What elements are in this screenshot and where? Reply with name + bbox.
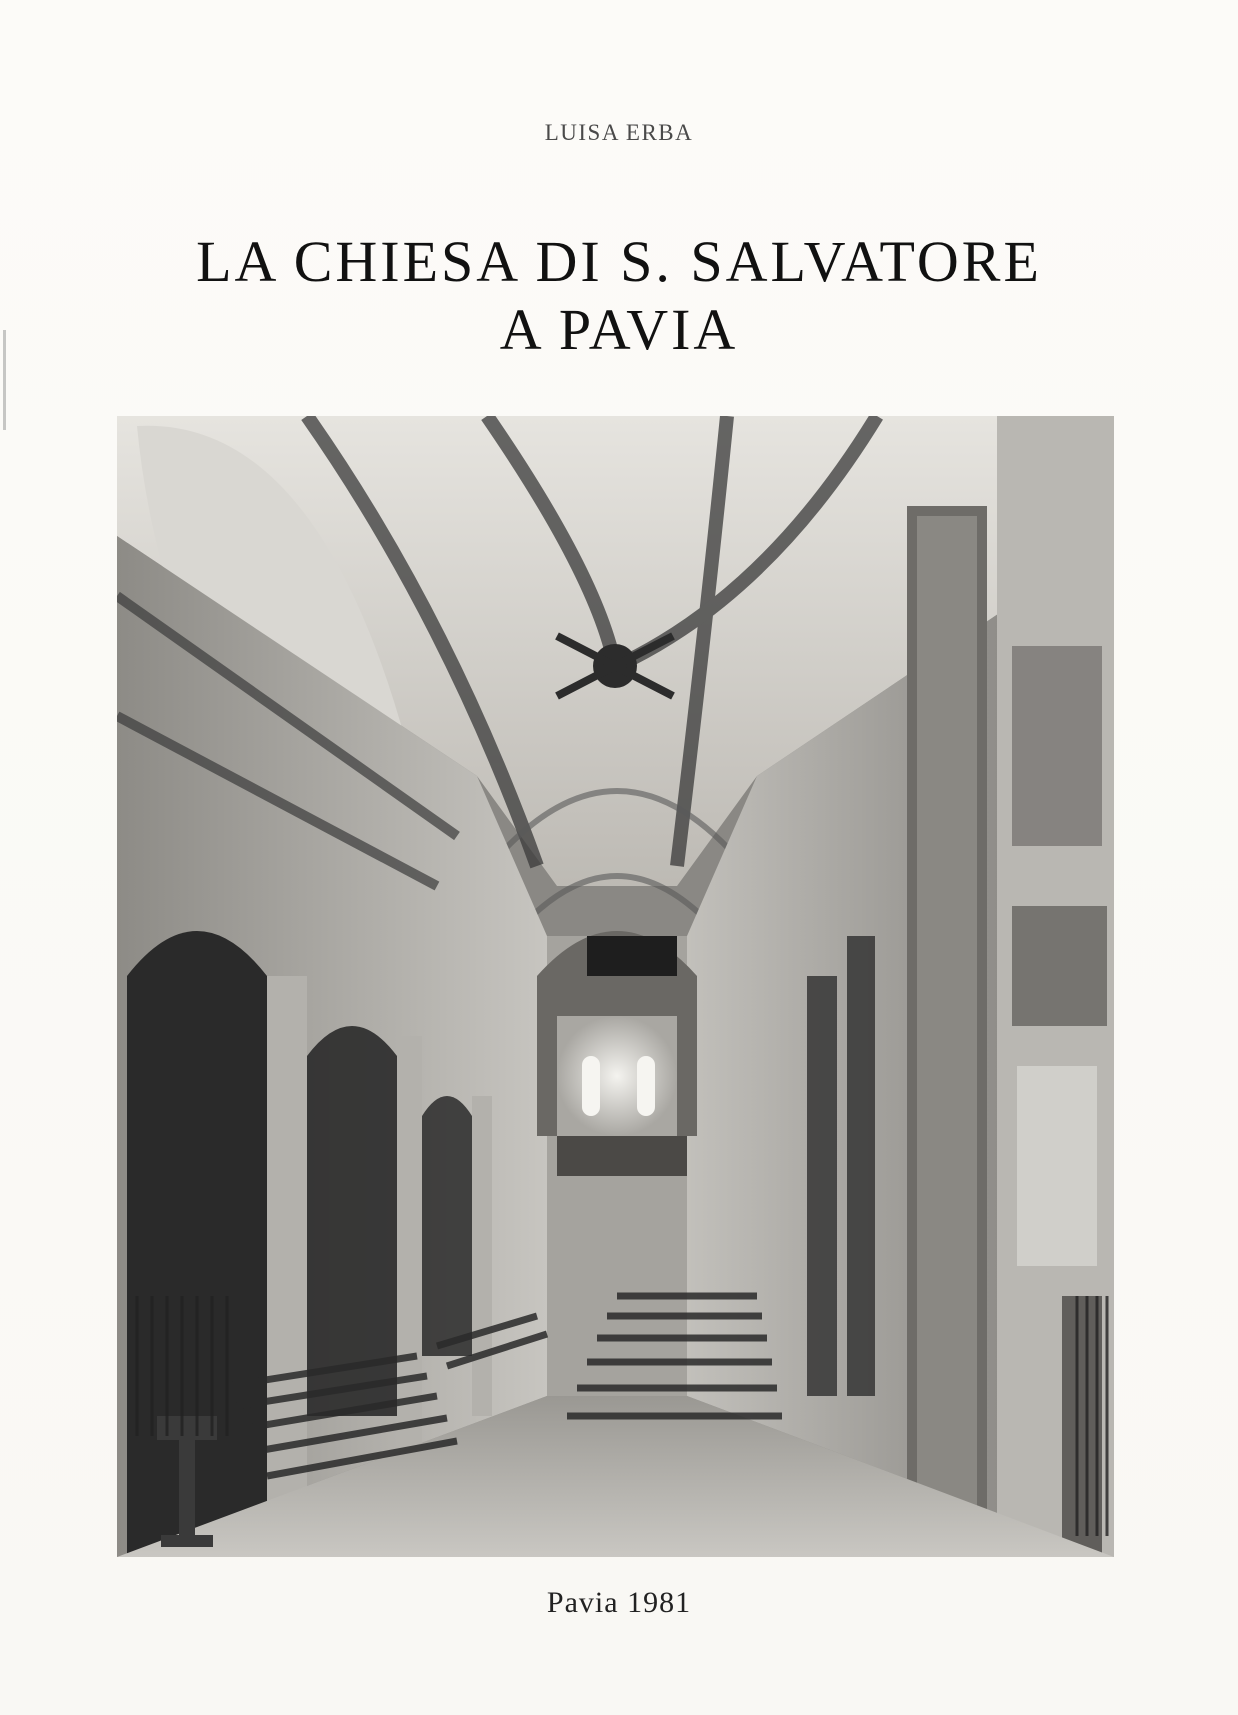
title-line-1: LA CHIESA DI S. SALVATORE xyxy=(196,229,1042,294)
church-interior-illustration xyxy=(117,416,1114,1557)
cover-title xyxy=(0,228,1238,364)
imprint-place-year: Pavia 1981 xyxy=(546,1586,692,1619)
author-name: LUISA ERBA xyxy=(544,120,694,145)
title-line-2: A PAVIA xyxy=(499,297,739,362)
church-interior-photo xyxy=(117,416,1114,1557)
